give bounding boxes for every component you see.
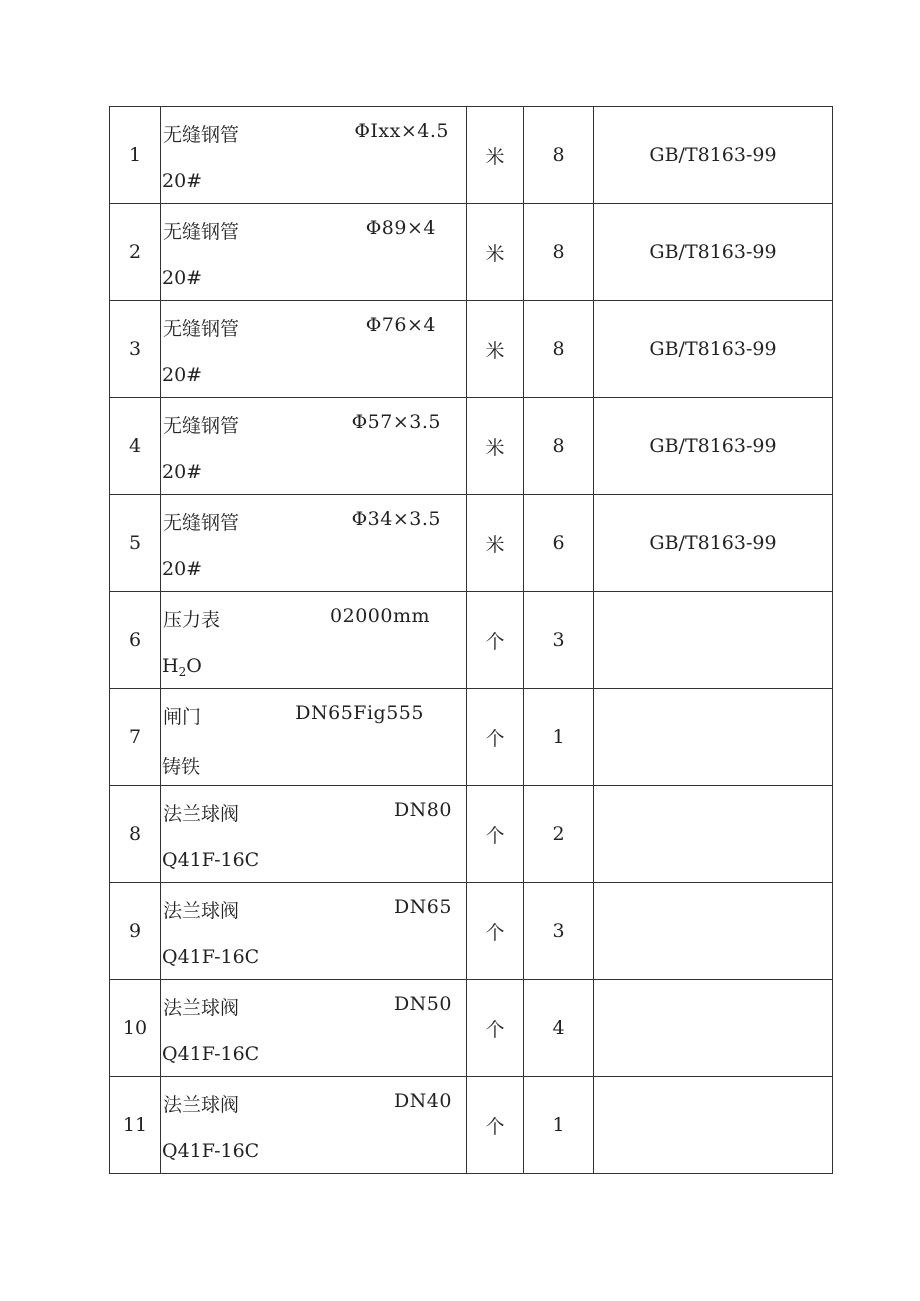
item-material: Q41F-16C (162, 849, 260, 871)
item-unit: 米 (467, 495, 524, 592)
spec-cell (161, 689, 467, 786)
item-unit: 个 (467, 980, 524, 1077)
table-row (110, 883, 833, 980)
item-name: 法兰球阀 (163, 803, 240, 825)
spec-cell (161, 786, 467, 883)
table-row (110, 398, 833, 495)
spec-cell (161, 204, 467, 301)
spec-cell (161, 980, 467, 1077)
item-size: DN80 (393, 799, 452, 821)
spec-cell (161, 398, 467, 495)
item-standard (594, 592, 833, 689)
item-unit: 个 (467, 786, 524, 883)
row-number: 2 (110, 204, 161, 301)
item-size: Φ34×3.5 (351, 508, 441, 530)
item-standard (594, 1077, 833, 1174)
item-size: ΦIxx×4.5 (354, 120, 449, 142)
row-number: 11 (110, 1077, 161, 1174)
table-row (110, 204, 833, 301)
item-quantity: 8 (524, 301, 594, 398)
item-quantity: 2 (524, 786, 594, 883)
row-number: 4 (110, 398, 161, 495)
item-standard (594, 883, 833, 980)
row-number: 8 (110, 786, 161, 883)
row-number: 9 (110, 883, 161, 980)
item-quantity: 3 (524, 883, 594, 980)
item-name: 压力表 (163, 609, 221, 631)
row-number: 3 (110, 301, 161, 398)
item-size: DN65Fig555 (295, 702, 424, 724)
item-quantity: 1 (524, 1077, 594, 1174)
spec-cell (161, 495, 467, 592)
row-number: 7 (110, 689, 161, 786)
item-name: 闸门 (163, 706, 202, 728)
spec-cell (161, 592, 467, 689)
item-material: 20# (162, 558, 203, 580)
row-number: 10 (110, 980, 161, 1077)
item-name: 无缝钢管 (163, 318, 240, 340)
row-number: 1 (110, 107, 161, 204)
item-quantity: 1 (524, 689, 594, 786)
item-material: 20# (162, 267, 203, 289)
item-name: 无缝钢管 (163, 415, 240, 437)
spec-cell (161, 301, 467, 398)
item-material: Q41F-16C (162, 1140, 260, 1162)
item-name: 无缝钢管 (163, 512, 240, 534)
item-size: Φ57×3.5 (351, 411, 441, 433)
table-row (110, 786, 833, 883)
item-quantity: 8 (524, 107, 594, 204)
materials-table (109, 106, 833, 1174)
item-quantity: 8 (524, 204, 594, 301)
item-material: 20# (162, 461, 203, 483)
item-unit: 个 (467, 1077, 524, 1174)
item-name: 无缝钢管 (163, 124, 240, 146)
item-material: 20# (162, 364, 203, 386)
item-name: 法兰球阀 (163, 997, 240, 1019)
row-number: 5 (110, 495, 161, 592)
item-size: DN50 (393, 993, 452, 1015)
item-size: Φ76×4 (365, 314, 436, 336)
formula-main: H (162, 655, 179, 677)
item-standard: GB/T8163-99 (594, 107, 833, 204)
table-row (110, 592, 833, 689)
table-row (110, 689, 833, 786)
item-standard: GB/T8163-99 (594, 495, 833, 592)
item-standard: GB/T8163-99 (594, 398, 833, 495)
item-unit: 个 (467, 689, 524, 786)
formula-subscript: 2 (178, 665, 187, 679)
item-unit: 米 (467, 398, 524, 495)
item-size: 02000mm (330, 605, 430, 627)
spec-cell (161, 107, 467, 204)
table-row (110, 107, 833, 204)
item-standard: GB/T8163-99 (594, 301, 833, 398)
item-quantity: 3 (524, 592, 594, 689)
item-name: 法兰球阀 (163, 900, 240, 922)
item-size: Φ89×4 (365, 217, 436, 239)
table-row (110, 980, 833, 1077)
item-unit: 米 (467, 204, 524, 301)
table-row (110, 495, 833, 592)
item-unit: 个 (467, 883, 524, 980)
item-material: Q41F-16C (162, 1043, 260, 1065)
item-standard: GB/T8163-99 (594, 204, 833, 301)
item-unit: 米 (467, 107, 524, 204)
item-name: 法兰球阀 (163, 1094, 240, 1116)
item-unit: 个 (467, 592, 524, 689)
item-name: 无缝钢管 (163, 221, 240, 243)
table-row (110, 1077, 833, 1174)
table-row (110, 301, 833, 398)
item-quantity: 4 (524, 980, 594, 1077)
item-material: 铸铁 (162, 756, 201, 778)
item-material (162, 655, 202, 679)
item-size: DN65 (393, 896, 452, 918)
item-standard (594, 980, 833, 1077)
item-quantity: 8 (524, 398, 594, 495)
item-size: DN40 (393, 1090, 452, 1112)
item-quantity: 6 (524, 495, 594, 592)
formula-tail: O (186, 655, 202, 677)
item-material: Q41F-16C (162, 946, 260, 968)
row-number: 6 (110, 592, 161, 689)
spec-cell (161, 883, 467, 980)
item-unit: 米 (467, 301, 524, 398)
item-standard (594, 786, 833, 883)
spec-cell (161, 1077, 467, 1174)
item-material: 20# (162, 170, 203, 192)
item-standard (594, 689, 833, 786)
